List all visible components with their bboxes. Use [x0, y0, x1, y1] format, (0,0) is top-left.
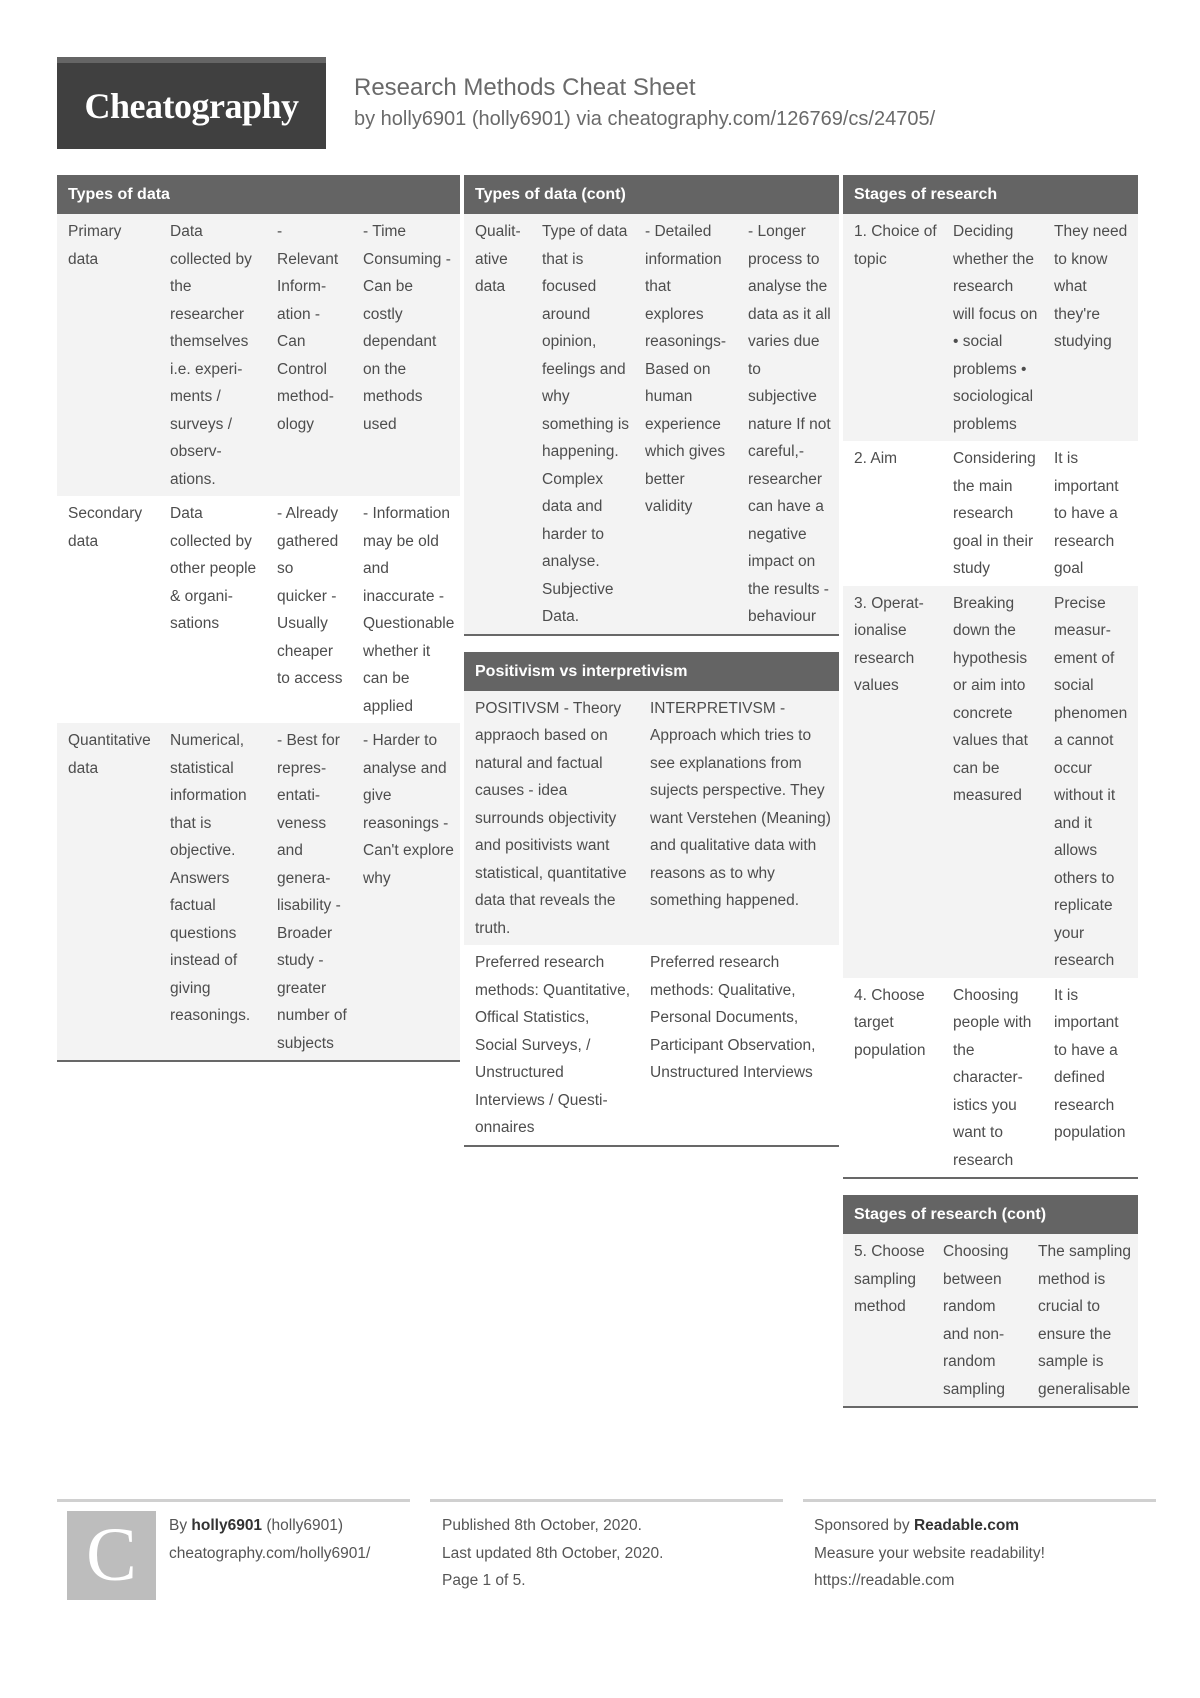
- sponsor-url[interactable]: https://readable.com: [814, 1572, 955, 1589]
- section-title: Types of data: [57, 175, 460, 214]
- author-avatar: C: [67, 1511, 156, 1600]
- section-title: Stages of research: [843, 175, 1138, 214]
- table-row: [464, 214, 839, 634]
- table-cell: 4. Choose target population: [854, 986, 926, 1059]
- table-row: [843, 1234, 1138, 1406]
- byline[interactable]: by holly6901 (holly6901) via cheatography.com/126769/cs/24705/: [354, 108, 936, 130]
- sponsor-tagline: Measure your website readability!: [814, 1544, 1045, 1562]
- page-title: Research Methods Cheat Sheet: [354, 74, 696, 101]
- author-url[interactable]: cheatography.com/holly6901/: [169, 1544, 371, 1562]
- footer-divider: [430, 1499, 783, 1502]
- table-cell: Secondary data: [68, 505, 143, 550]
- table-cell: Choosing people with the characteristics you want to research: [953, 986, 1032, 1169]
- section: [464, 175, 839, 636]
- table-row: [464, 691, 839, 946]
- table-cell: Considering the main research goal in their study: [953, 450, 1036, 577]
- table-row: [843, 214, 1138, 441]
- column-left: [57, 175, 460, 1078]
- section: [843, 175, 1138, 1179]
- table-cell: Primary data: [68, 223, 122, 268]
- section: [464, 652, 839, 1147]
- table-cell: It is important to have a defined research population: [1054, 986, 1126, 1141]
- table-cell: Qualitative data: [475, 223, 521, 295]
- table-cell: - Detailed information that explores reasonings- Based on human experience which gives better validity: [645, 223, 726, 515]
- table-cell: POSITIVSM - Theory appraoch based on natural and factual causes - idea surrounds objectivity and positivists want statistical, quantitative data that reveals the truth.: [475, 699, 627, 937]
- table-row: [57, 496, 460, 723]
- table-cell: - Relevant Information - Can Control methodology: [277, 223, 339, 433]
- table-row: [843, 441, 1138, 586]
- section: [843, 1195, 1138, 1408]
- published-date: Published 8th October, 2020.: [442, 1517, 642, 1534]
- table-cell: Deciding whether the research will focus on • social problems • sociological problems: [953, 223, 1038, 433]
- table-row: [843, 586, 1138, 978]
- table-cell: INTERPRETIVSM - Approach which tries to see explanations from sujects perspective. They want Verstehen (Meaning) and qualitative data with reasons as to why something happened.: [650, 699, 831, 909]
- table-cell: Preferred research methods: Quantitative, Offical Statistics, Social Surveys, / Unstructured Interviews / Questionnaires: [475, 954, 631, 1136]
- section: [57, 175, 460, 1062]
- column-right: [843, 175, 1138, 1424]
- table-cell: Numerical, statistical information that is objective. Answers factual questions instead of giving reasonings.: [170, 732, 251, 1024]
- cheatography-logo[interactable]: Cheatography: [57, 57, 326, 149]
- table-row: [57, 723, 460, 1060]
- table-cell: Data collected by other people & organisations: [170, 505, 257, 632]
- table-cell: - Already gathered so quicker - Usually cheaper to access: [277, 505, 343, 687]
- page-number: Page 1 of 5.: [442, 1572, 526, 1589]
- section-title: Types of data (cont): [464, 175, 839, 214]
- author-line: By holly6901 (holly6901): [169, 1517, 344, 1534]
- sponsor-line: Sponsored by Readable.com: [814, 1517, 1020, 1534]
- table-cell: 3. Operationalise research values: [854, 594, 924, 694]
- table-cell: - Longer process to analyse the data as it all varies due to subjective nature If not careful,- researcher can have a negative impact on the results - behaviour: [748, 223, 831, 625]
- header: [354, 72, 935, 134]
- table-row: [464, 945, 839, 1145]
- table-cell: Type of data that is focused around opinion, feelings and why something is happening. Complex data and harder to analyse. Subjective Data.: [542, 223, 630, 625]
- author-name[interactable]: holly6901: [191, 1517, 263, 1534]
- footer-dates: [442, 1512, 762, 1595]
- table-cell: Breaking down the hypothesis or aim into concrete values that can be measured: [953, 594, 1028, 804]
- table-cell: Quantitative data: [68, 732, 151, 777]
- section-title: Positivism vs interpretivism: [464, 652, 839, 691]
- footer-author: [169, 1512, 409, 1567]
- table-cell: Choosing between random and non-random sampling: [943, 1243, 1009, 1398]
- table-cell: - Information may be old and inaccurate - Questionable whether it can be applied: [363, 505, 455, 715]
- updated-date: Last updated 8th October, 2020.: [442, 1544, 664, 1562]
- table-cell: - Time Consuming - Can be costly dependant on the methods used: [363, 223, 451, 433]
- table-cell: Preferred research methods: Qualitative, Personal Documents, Participant Observation, Unstructured Interviews: [650, 954, 816, 1081]
- footer-divider: [57, 1499, 410, 1502]
- column-middle: [464, 175, 839, 1163]
- table-cell: 5. Choose sampling method: [854, 1243, 925, 1315]
- table-cell: They need to know what they're studying: [1054, 223, 1128, 350]
- table-cell: 2. Aim: [854, 450, 898, 467]
- table-cell: - Best for representativeness and generalisability - Broader study - greater number of subjects: [277, 732, 347, 1052]
- table-cell: It is important to have a research goal: [1054, 450, 1119, 577]
- table-cell: The sampling method is crucial to ensure the sample is generalisable: [1038, 1243, 1132, 1398]
- section-title: Stages of research (cont): [843, 1195, 1138, 1234]
- footer-divider: [803, 1499, 1156, 1502]
- sponsor-name[interactable]: Readable.com: [913, 1517, 1020, 1534]
- table-cell: - Harder to analyse and give reasonings - Can't explore why: [363, 732, 454, 887]
- table-row: [843, 978, 1138, 1178]
- footer-sponsor: [814, 1512, 1144, 1595]
- table-cell: Data collected by the researcher themselves i.e. experiments / surveys / observations.: [170, 223, 252, 488]
- table-cell: 1. Choice of topic: [854, 223, 937, 268]
- table-cell: Precise measurement of social phenomena cannot occur without it and it allows others to replicate your research: [1054, 594, 1128, 969]
- table-row: [57, 214, 460, 496]
